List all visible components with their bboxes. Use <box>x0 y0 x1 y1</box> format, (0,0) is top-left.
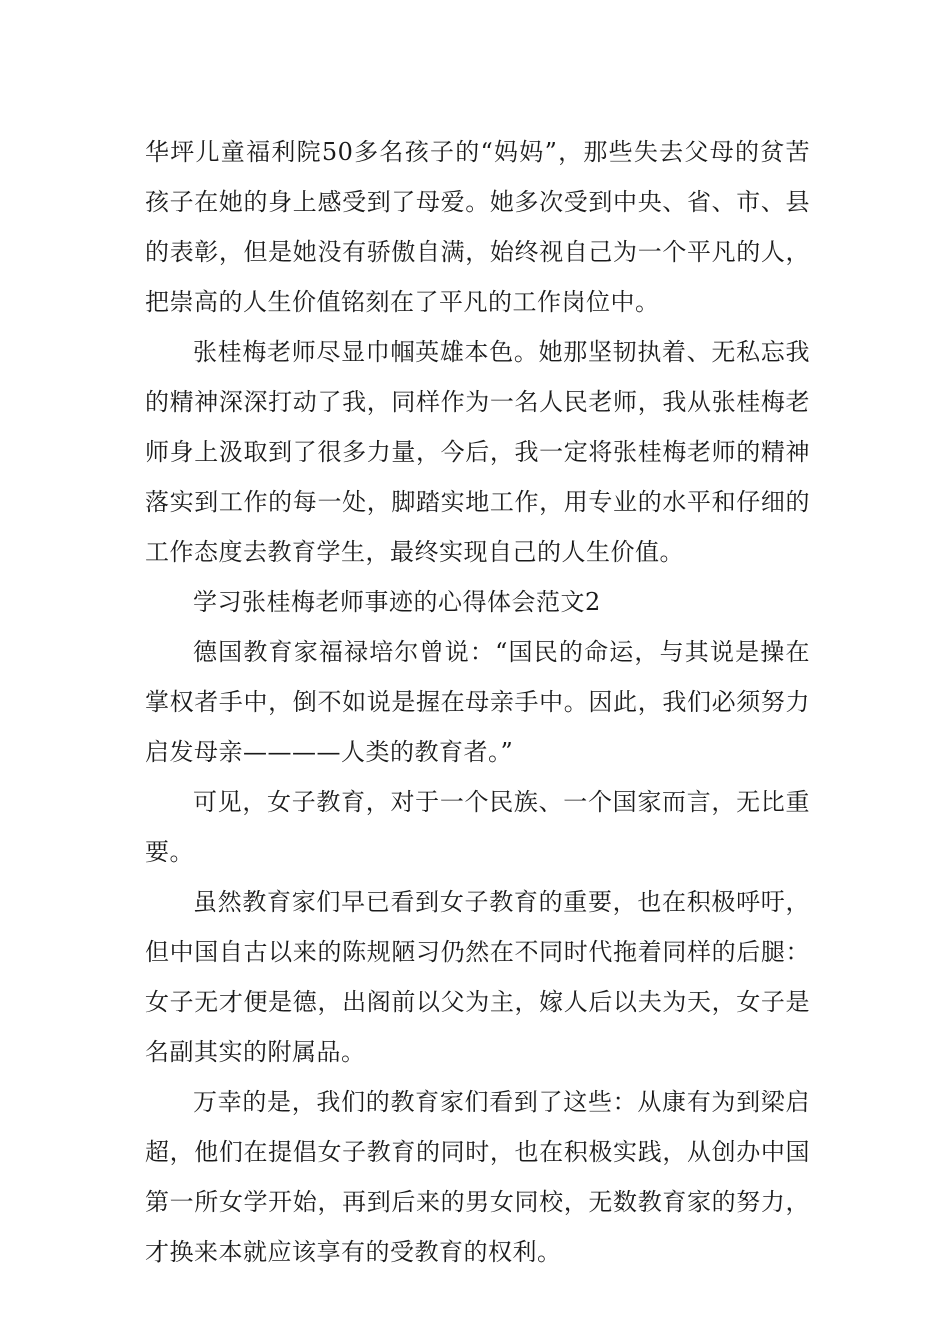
paragraph-quote: 德国教育家福禄培尔曾说：“国民的命运，与其说是操在掌权者手中，倒不如说是握在母亲手中。因此，我们必须努力启发母亲————人类的教育者。” <box>145 638 810 766</box>
section-title: 学习张桂梅老师事迹的心得体会范文2 <box>193 588 601 616</box>
paragraph: 张桂梅老师尽显巾帼英雄本色。她那坚韧执着、无私忘我的精神深深打动了我，同样作为一名人民老师，我从张桂梅老师身上汲取到了很多力量，今后，我一定将张桂梅老师的精神落实到工作的每一处，脚踏实地工作，用专业的水平和仔细的工作态度去教育学生，最终实现自己的人生价值。 <box>145 338 810 566</box>
paragraph-continuation: 华坪儿童福利院50多名孩子的“妈妈”，那些失去父母的贫苦孩子在她的身上感受到了母爱。她多次受到中央、省、市、县的表彰，但是她没有骄傲自满，始终视自己为一个平凡的人，把崇高的人生价值铭刻在了平凡的工作岗位中。 <box>145 138 810 316</box>
paragraph: 虽然教育家们早已看到女子教育的重要，也在积极呼吁，但中国自古以来的陈规陋习仍然在不同时代拖着同样的后腿：女子无才便是德，出阁前以父为主，嫁人后以夫为天，女子是名副其实的附属品。 <box>145 888 810 1066</box>
paragraph: 可见，女子教育，对于一个民族、一个国家而言，无比重要。 <box>145 788 810 866</box>
paragraph: 万幸的是，我们的教育家们看到了这些：从康有为到梁启超，他们在提倡女子教育的同时，也在积极实践，从创办中国第一所女学开始，再到后来的男女同校，无数教育家的努力，才换来本就应该享有的受教育的权利。 <box>145 1088 810 1266</box>
document-body <box>145 127 810 1277</box>
